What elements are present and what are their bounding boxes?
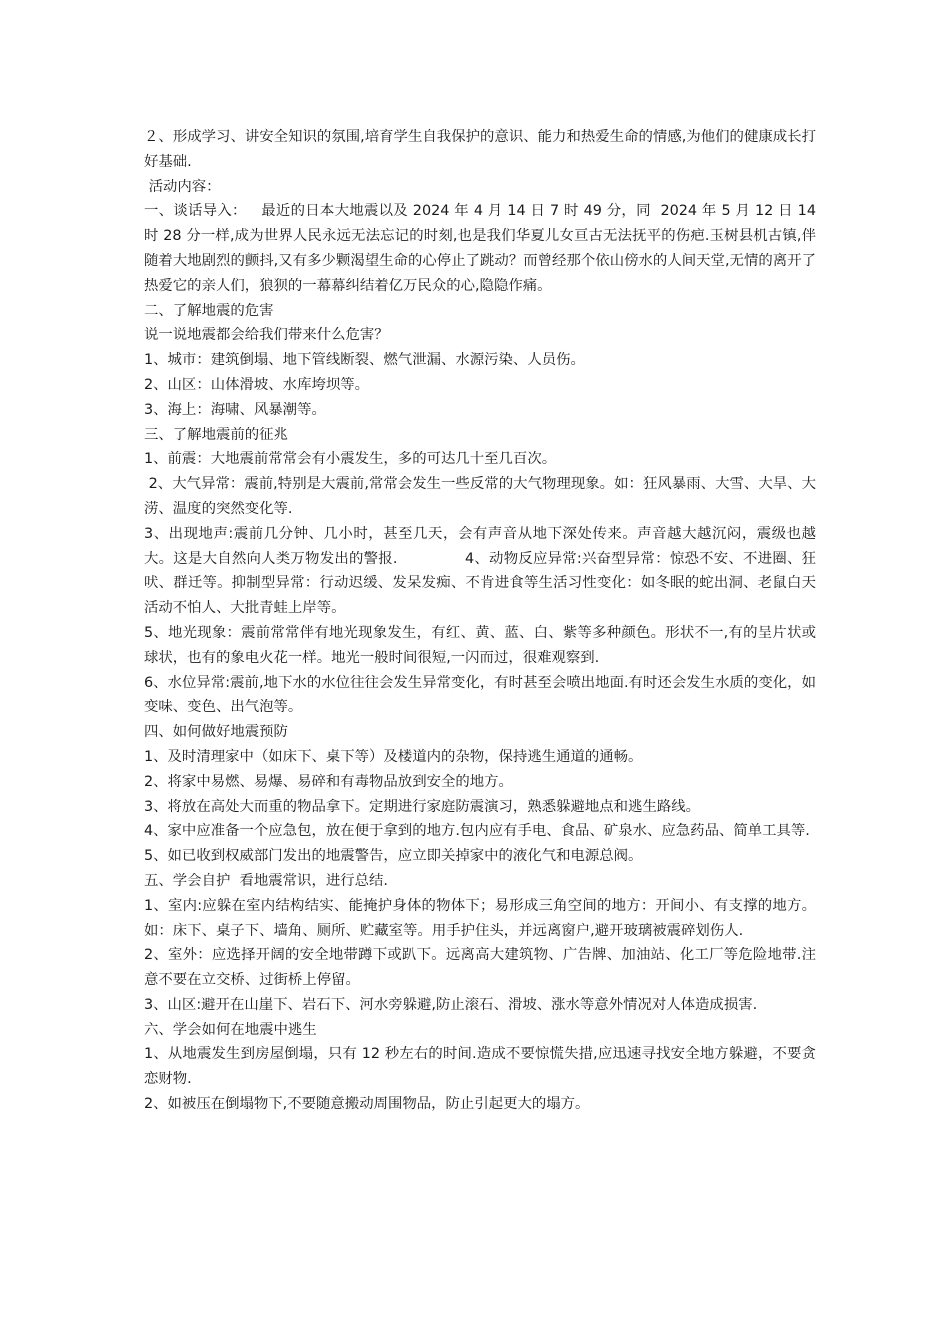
section-heading-prevention: 四、如何做好地震预防 bbox=[144, 724, 288, 741]
document-body bbox=[144, 125, 821, 1117]
list-item-prevention-4: 4、家中应准备一个应急包，放在便于拿到的地方.包内应有手电、食品、矿泉水、应急药品、简单工具等. bbox=[144, 823, 810, 840]
list-item-sign-foreshock: 1、前震：大地震前常常会有小震发生，多的可达几十至几百次。 bbox=[144, 451, 557, 468]
section-heading-self-protection: 五、学会自护 看地震常识，进行总结. bbox=[144, 872, 388, 889]
list-item-protection-indoor: 1、室内:应躲在室内结构结实、能掩护身体的物体下；易形成三角空间的地方：开间小、有支撑的地方。如：床下、桌子下、墙角、厕所、贮藏室等。用手护住头，并远离窗户,避开玻璃被震碎划伤人. bbox=[144, 897, 816, 939]
paragraph-goal-2: ２、形成学习、讲安全知识的氛围,培育学生自我保护的意识、能力和热爱生命的情感,为他们的健康成长打好基础. bbox=[144, 129, 816, 170]
list-item-sign-light: 5、地光现象：震前常常伴有地光现象发生，有红、黄、蓝、白、紫等多种颜色。形状不一,有的呈片状或球状，也有的象电火花一样。地光一般时间很短,一闪而过，很难观察到. bbox=[144, 624, 816, 666]
list-item-protection-outdoor: 2、室外：应选择开阔的安全地带蹲下或趴下。远离高大建筑物、广告牌、加油站、化工厂等危险地带.注意不要在立交桥、过街桥上停留。 bbox=[144, 947, 816, 989]
section-heading-signs: 三、了解地震前的征兆 bbox=[144, 426, 288, 443]
list-item-escape-1: 1、从地震发生到房屋倒塌，只有 12 秒左右的时间.造成不要惊慌失措,应迅速寻找安全地方躲避，不要贪恋财物. bbox=[144, 1046, 816, 1088]
list-item-prevention-5: 5、如已收到权威部门发出的地震警告，应立即关掉家中的液化气和电源总阀。 bbox=[144, 848, 643, 865]
list-item-sign-water: 6、水位异常:震前,地下水的水位往往会发生异常变化，有时甚至会喷出地面.有时还会发生水质的变化，如变味、变色、出气泡等。 bbox=[144, 674, 816, 716]
paragraph-activity-heading: 活动内容： bbox=[144, 178, 221, 195]
section-heading-harm: 二、了解地震的危害 bbox=[144, 302, 274, 319]
paragraph-intro: 一、谈话导入： 最近的日本大地震以及 2024 年 4 月 14 日 7 时 49 分，同 2024 年 5 月 12 日 14 时 28 分一样,成为世界人民永远无法忘记的时刻,也是我们华夏儿女亘古无法抚平的伤疤.玉树县机古镇,伴随着大地剧烈的颤抖,又有多少颗渴望生命的心停止了跳动？而曾经那个依山傍水的人间天堂,无情的离开了热爱它的亲人们，狼狈的一幕幕纠结着亿万民众的心,隐隐作痛。 bbox=[144, 203, 821, 294]
section-heading-escape: 六、学会如何在地震中逃生 bbox=[144, 1021, 317, 1038]
list-item-harm-sea: 3、海上：海啸、风暴潮等。 bbox=[144, 401, 326, 418]
list-item-sign-atmosphere: 2、大气异常：震前,特别是大震前,常常会发生一些反常的大气物理现象。如：狂风暴雨、大雪、大旱、大涝、温度的突然变化等. bbox=[144, 476, 816, 517]
list-item-harm-city: 1、城市：建筑倒塌、地下管线断裂、燃气泄漏、水源污染、人员伤。 bbox=[144, 352, 585, 369]
list-item-escape-2: 2、如被压在倒塌物下,不要随意搬动周围物品，防止引起更大的塌方。 bbox=[144, 1096, 590, 1113]
list-item-protection-mountain: 3、山区:避开在山崖下、岩石下、河水旁躲避,防止滚石、滑坡、涨水等意外情况对人体造成损害. bbox=[144, 996, 758, 1013]
list-item-harm-mountain: 2、山区：山体滑坡、水库垮坝等。 bbox=[144, 376, 370, 393]
list-item-sign-sound-animals: 3、出现地声:震前几分钟、几小时，甚至几天，会有声音从地下深处传来。声音越大越沉闷，震级也越大。这是大自然向人类万物发出的警报. 4、动物反应异常:兴奋型异常：惊恐不安、不进圈、狂吠、群迁等。抑制型异常：行动迟缓、发呆发痴、不肯进食等生活习性变化：如冬眠的蛇出洞、老鼠白天活动不怕人、大批青蛙上岸等。 bbox=[144, 525, 816, 617]
paragraph-harm-question: 说一说地震都会给我们带来什么危害？ bbox=[144, 327, 389, 344]
list-item-prevention-2: 2、将家中易燃、易爆、易碎和有毒物品放到安全的地方。 bbox=[144, 773, 513, 790]
list-item-prevention-3: 3、将放在高处大而重的物品拿下。定期进行家庭防震演习，熟悉躲避地点和逃生路线。 bbox=[144, 798, 701, 815]
list-item-prevention-1: 1、及时清理家中（如床下、桌下等）及楼道内的杂物，保持逃生通道的通畅。 bbox=[144, 748, 643, 765]
